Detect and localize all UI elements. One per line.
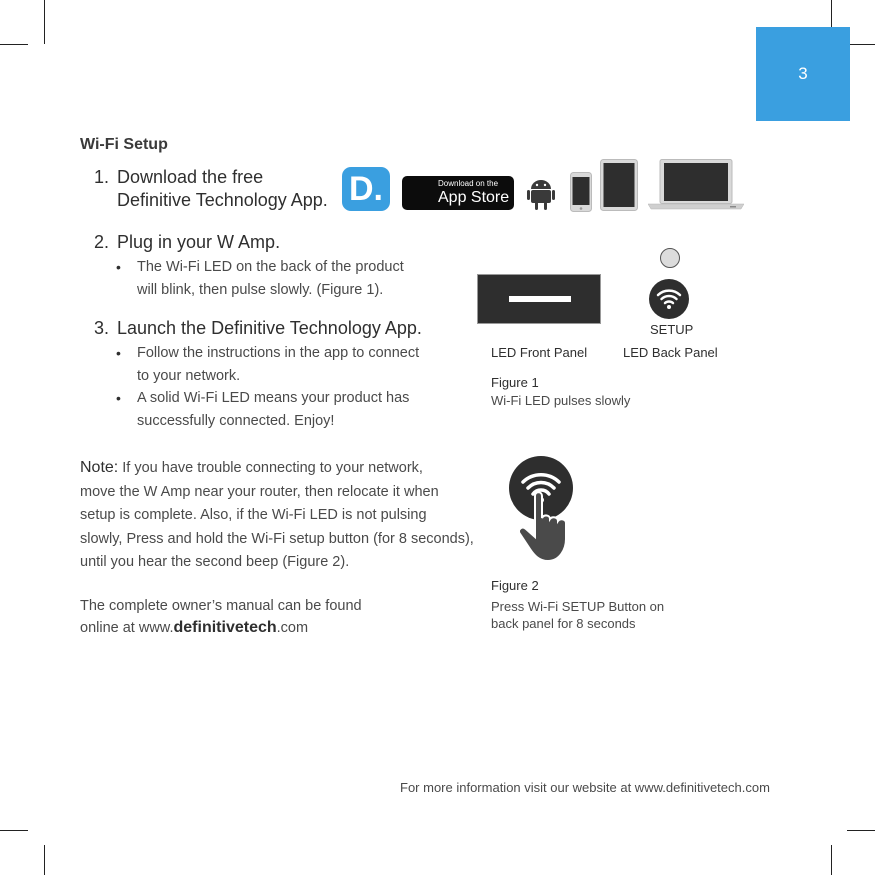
setup-label: SETUP [650, 322, 694, 337]
bullet-text: will blink, then pulse slowly. (Figure 1). [137, 282, 384, 298]
android-icon [527, 175, 555, 211]
crop-mark [847, 830, 875, 831]
page-number-tab [756, 27, 850, 121]
step-number: 1. [94, 167, 110, 187]
crop-mark [847, 44, 875, 45]
note-text: until you hear the second beep (Figure 2). [80, 554, 350, 570]
phone-icon [570, 172, 592, 212]
manual-text: The complete owner’s manual can be found [80, 598, 362, 614]
crop-mark [831, 845, 832, 875]
note-text: If you have trouble connecting to your network, [118, 460, 423, 476]
figure-1-title: Figure 1 [491, 375, 539, 390]
bullet-dot: • [116, 390, 121, 406]
footer-text: For more information visit our website at www.definitivetech.com [400, 780, 770, 795]
tablet-icon [600, 159, 638, 211]
bullet-text: successfully connected. Enjoy! [137, 413, 335, 429]
section-title: Wi-Fi Setup [80, 136, 168, 153]
crop-mark [0, 830, 28, 831]
note-text: move the W Amp near your router, then relocate it when [80, 483, 439, 500]
crop-mark [831, 0, 832, 30]
definitive-app-icon [342, 167, 390, 211]
page-number: 3 [798, 64, 808, 83]
manual-text: .com [276, 620, 309, 636]
step-text: Launch the Definitive Technology App. [117, 318, 422, 338]
bullet-text: A solid Wi-Fi LED means your product has [137, 390, 410, 406]
step-2-bullet [116, 256, 404, 302]
led-back-indicator [660, 248, 680, 268]
note-text: setup is complete. Also, if the Wi-Fi LED is not pulsing [80, 507, 427, 523]
press-button-illustration [505, 452, 587, 564]
crop-mark [44, 845, 45, 875]
bullet-text: Follow the instructions in the app to connect [137, 345, 420, 361]
step-text: Definitive Technology App. [117, 190, 328, 210]
app-store-badge [402, 176, 514, 210]
step-3-bullet [116, 342, 420, 388]
bullet-dot: • [116, 259, 121, 275]
step-2 [94, 232, 280, 253]
step-3-bullet [116, 387, 410, 433]
crop-mark [0, 44, 28, 45]
manual-paragraph [80, 595, 362, 639]
note-text: slowly, Press and hold the Wi-Fi setup button (for 8 seconds), [80, 530, 474, 547]
figure-2-caption-line: back panel for 8 seconds [491, 616, 636, 631]
led-back-label: LED Back Panel [623, 345, 718, 360]
crop-mark [44, 0, 45, 44]
laptop-icon [648, 159, 744, 211]
led-bar [509, 296, 571, 302]
app-store-small-text: Download on the [438, 179, 499, 188]
note-label: Note: [80, 459, 119, 476]
manual-text: online at www. [80, 620, 174, 636]
note-paragraph [80, 456, 510, 575]
bullet-text: The Wi-Fi LED on the back of the product [137, 259, 404, 275]
led-front-label: LED Front Panel [491, 345, 588, 360]
step-number: 2. [94, 232, 110, 252]
step-text: Plug in your W Amp. [117, 232, 281, 252]
bullet-dot: • [116, 345, 121, 361]
bullet-text: to your network. [137, 368, 241, 384]
step-text: Download the free [117, 167, 264, 187]
brand-name: definitivetech [173, 619, 277, 636]
app-store-big-text: App Store [438, 189, 510, 206]
wifi-setup-button [648, 278, 690, 320]
figure-2-caption [491, 598, 664, 632]
step-3 [94, 318, 422, 339]
step-1 [94, 166, 328, 212]
step-number: 3. [94, 318, 110, 338]
figure-2-caption-line: Press Wi-Fi SETUP Button on [491, 599, 665, 614]
app-icon-letter: D. [349, 169, 383, 208]
figure-1-caption: Wi-Fi LED pulses slowly [491, 393, 631, 408]
figure-2-title: Figure 2 [491, 578, 539, 593]
